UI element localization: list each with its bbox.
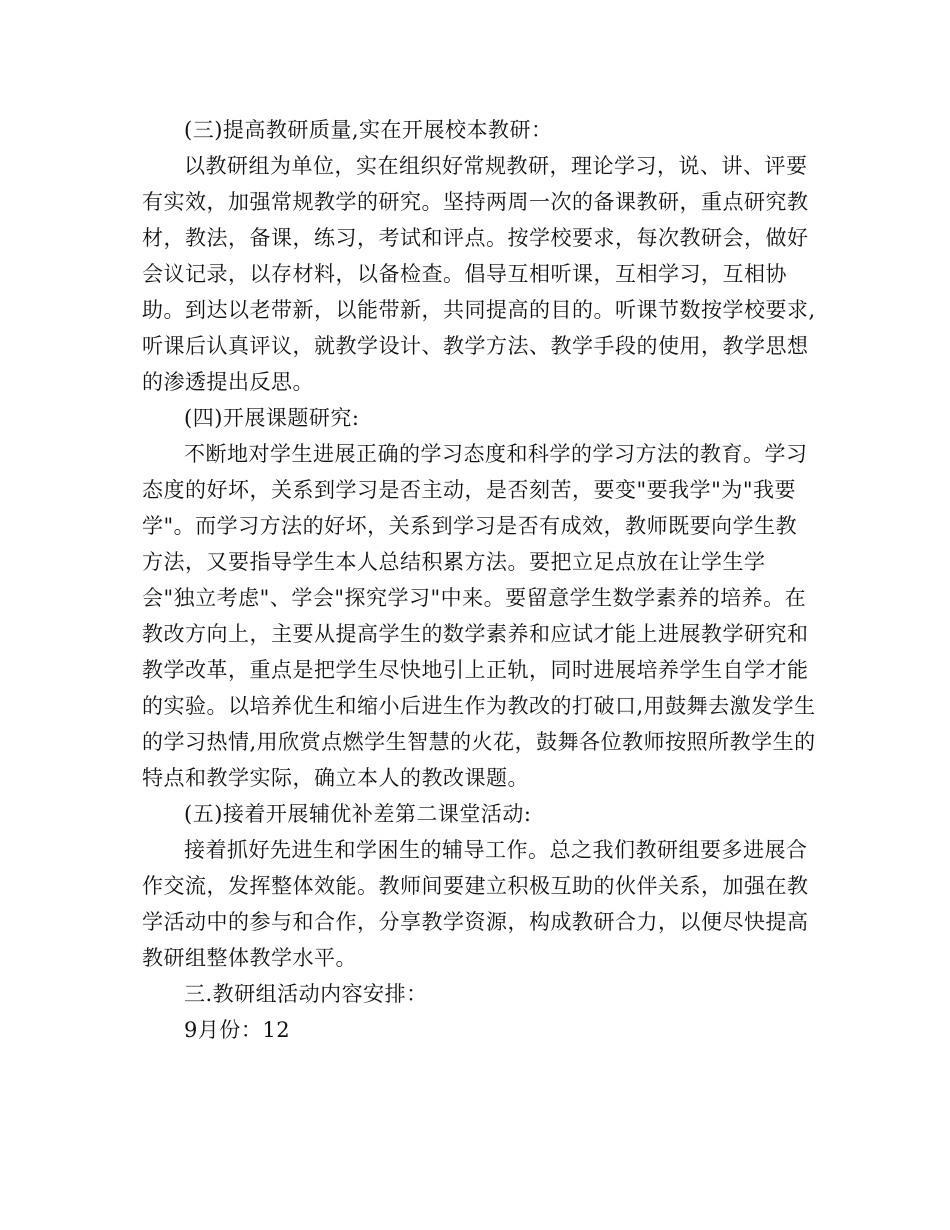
paragraph: 不断地对学生进展正确的学习态度和科学的学习方法的教育。学习态度的好坏，关系到学习是否主动，是否刻苦，要变"要我学"为"我要学"。而学习方法的好坏，关系到学习是否有成效，教师既要向学生教方法，又要指导学生本人总结积累方法。要把立足点放在让学生学会"独立考虑"、学会"探究学习"中来。要留意学生数学素养的培养。在教改方向上，主要从提高学生的数学素养和应试才能上进展教学研究和教学改革，重点是把学生尽快地引上正轨，同时进展培养学生自学才能的实验。以培养优生和缩小后进生作为教改的打破口,用鼓舞去激发学生的学习热情,用欣赏点燃学生智慧的火花，鼓舞各位教师按照所教学生的特点和教学实际，确立本人的教改课题。	[142, 442, 816, 790]
paragraph: 接着抓好先进生和学困生的辅导工作。总之我们教研组要多进展合作交流，发挥整体效能。教师间要建立积极互助的伙伴关系，加强在教学活动中的参与和合作，分享教学资源，构成教研合力，以便尽快提高教研组整体教学水平。	[142, 838, 809, 970]
section-heading-5: (五)接着开展辅优补差第二课堂活动:	[184, 802, 532, 826]
section-heading-4: (四)开展课题研究:	[184, 406, 360, 430]
section-heading-activities: 三.教研组活动内容安排：	[184, 982, 428, 1006]
section-heading-3: (三)提高教研质量,实在开展校本教研：	[184, 118, 553, 142]
document-body	[142, 112, 818, 1048]
schedule-line: 9月份：12	[184, 1018, 291, 1042]
paragraph: 以教研组为单位，实在组织好常规教研，理论学习，说、讲、评要有实效，加强常规教学的研究。坚持两周一次的备课教研，重点研究教材，教法，备课，练习，考试和评点。按学校要求，每次教研会，做好会议记录，以存材料，以备检查。倡导互相听课，互相学习，互相协助。到达以老带新，以能带新，共同提高的目的。听课节数按学校要求,听课后认真评议，就教学设计、教学方法、教学手段的使用，教学思想的渗透提出反思。	[142, 154, 816, 394]
